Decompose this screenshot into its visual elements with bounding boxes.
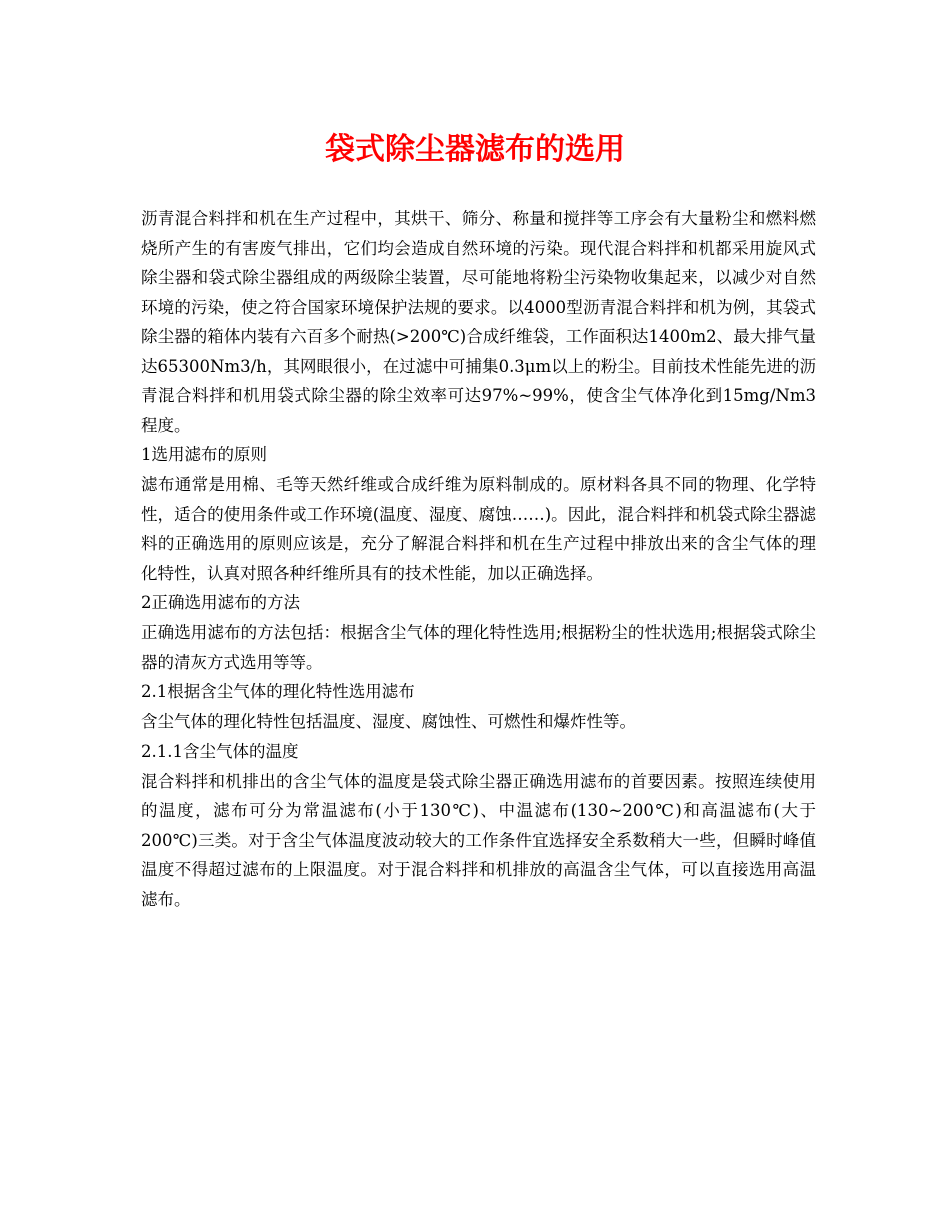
gas-properties-paragraph: 含尘气体的理化特性包括温度、湿度、腐蚀性、可燃性和爆炸性等。: [141, 712, 636, 731]
section-heading-2: 2正确选用滤布的方法: [141, 593, 300, 612]
section-heading-1: 1选用滤布的原则: [141, 445, 267, 464]
document-title: 袋式除尘器滤布的选用: [325, 132, 625, 167]
section-heading-2-1-1: 2.1.1含尘气体的温度: [141, 741, 299, 761]
principle-paragraph: 滤布通常是用棉、毛等天然纤维或合成纤维为原料制成的。原材料各具不同的物理、化学特性，适合的使用条件或工作环境(温度、湿度、腐蚀……)。因此，混合料拌和机袋式除尘器滤料的正确选用的原则应该是，充分了解混合料拌和机在生产过程中排放出来的含尘气体的理化特性，认真对照各种纤维所具有的技术性能，加以正确选择。: [141, 475, 816, 583]
section-heading-2-1: 2.1根据含尘气体的理化特性选用滤布: [141, 682, 415, 701]
intro-paragraph: 沥青混合料拌和机在生产过程中，其烘干、筛分、称量和搅拌等工序会有大量粉尘和燃料燃烧所产生的有害废气排出，它们均会造成自然环境的污染。现代混合料拌和机都采用旋风式除尘器和袋式除尘器组成的两级除尘装置，尽可能地将粉尘污染物收集起来，以减少对自然环境的污染，使之符合国家环境保护法规的要求。以4000型沥青混合料拌和机为例，其袋式除尘器的箱体内装有六百多个耐热(>200℃)合成纤维袋，工作面积达1400m2、最大排气量达65300Nm3/h，其网眼很小，在过滤中可捕集0.3μm以上的粉尘。目前技术性能先进的沥青混合料拌和机用袋式除尘器的除尘效率可达97%~99%，使含尘气体净化到15mg/Nm3程度。: [141, 209, 816, 435]
document-body: [141, 204, 816, 914]
temperature-paragraph: 混合料拌和机排出的含尘气体的温度是袋式除尘器正确选用滤布的首要因素。按照连续使用的温度，滤布可分为常温滤布(小于130℃)、中温滤布(130~200℃)和高温滤布(大于200℃)三类。对于含尘气体温度波动较大的工作条件宜选择安全系数稍大一些，但瞬时峰值温度不得超过滤布的上限温度。对于混合料拌和机排放的高温含尘气体，可以直接选用高温滤布。: [141, 771, 816, 909]
method-paragraph: 正确选用滤布的方法包括：根据含尘气体的理化特性选用;根据粉尘的性状选用;根据袋式除尘器的清灰方式选用等等。: [141, 623, 816, 672]
